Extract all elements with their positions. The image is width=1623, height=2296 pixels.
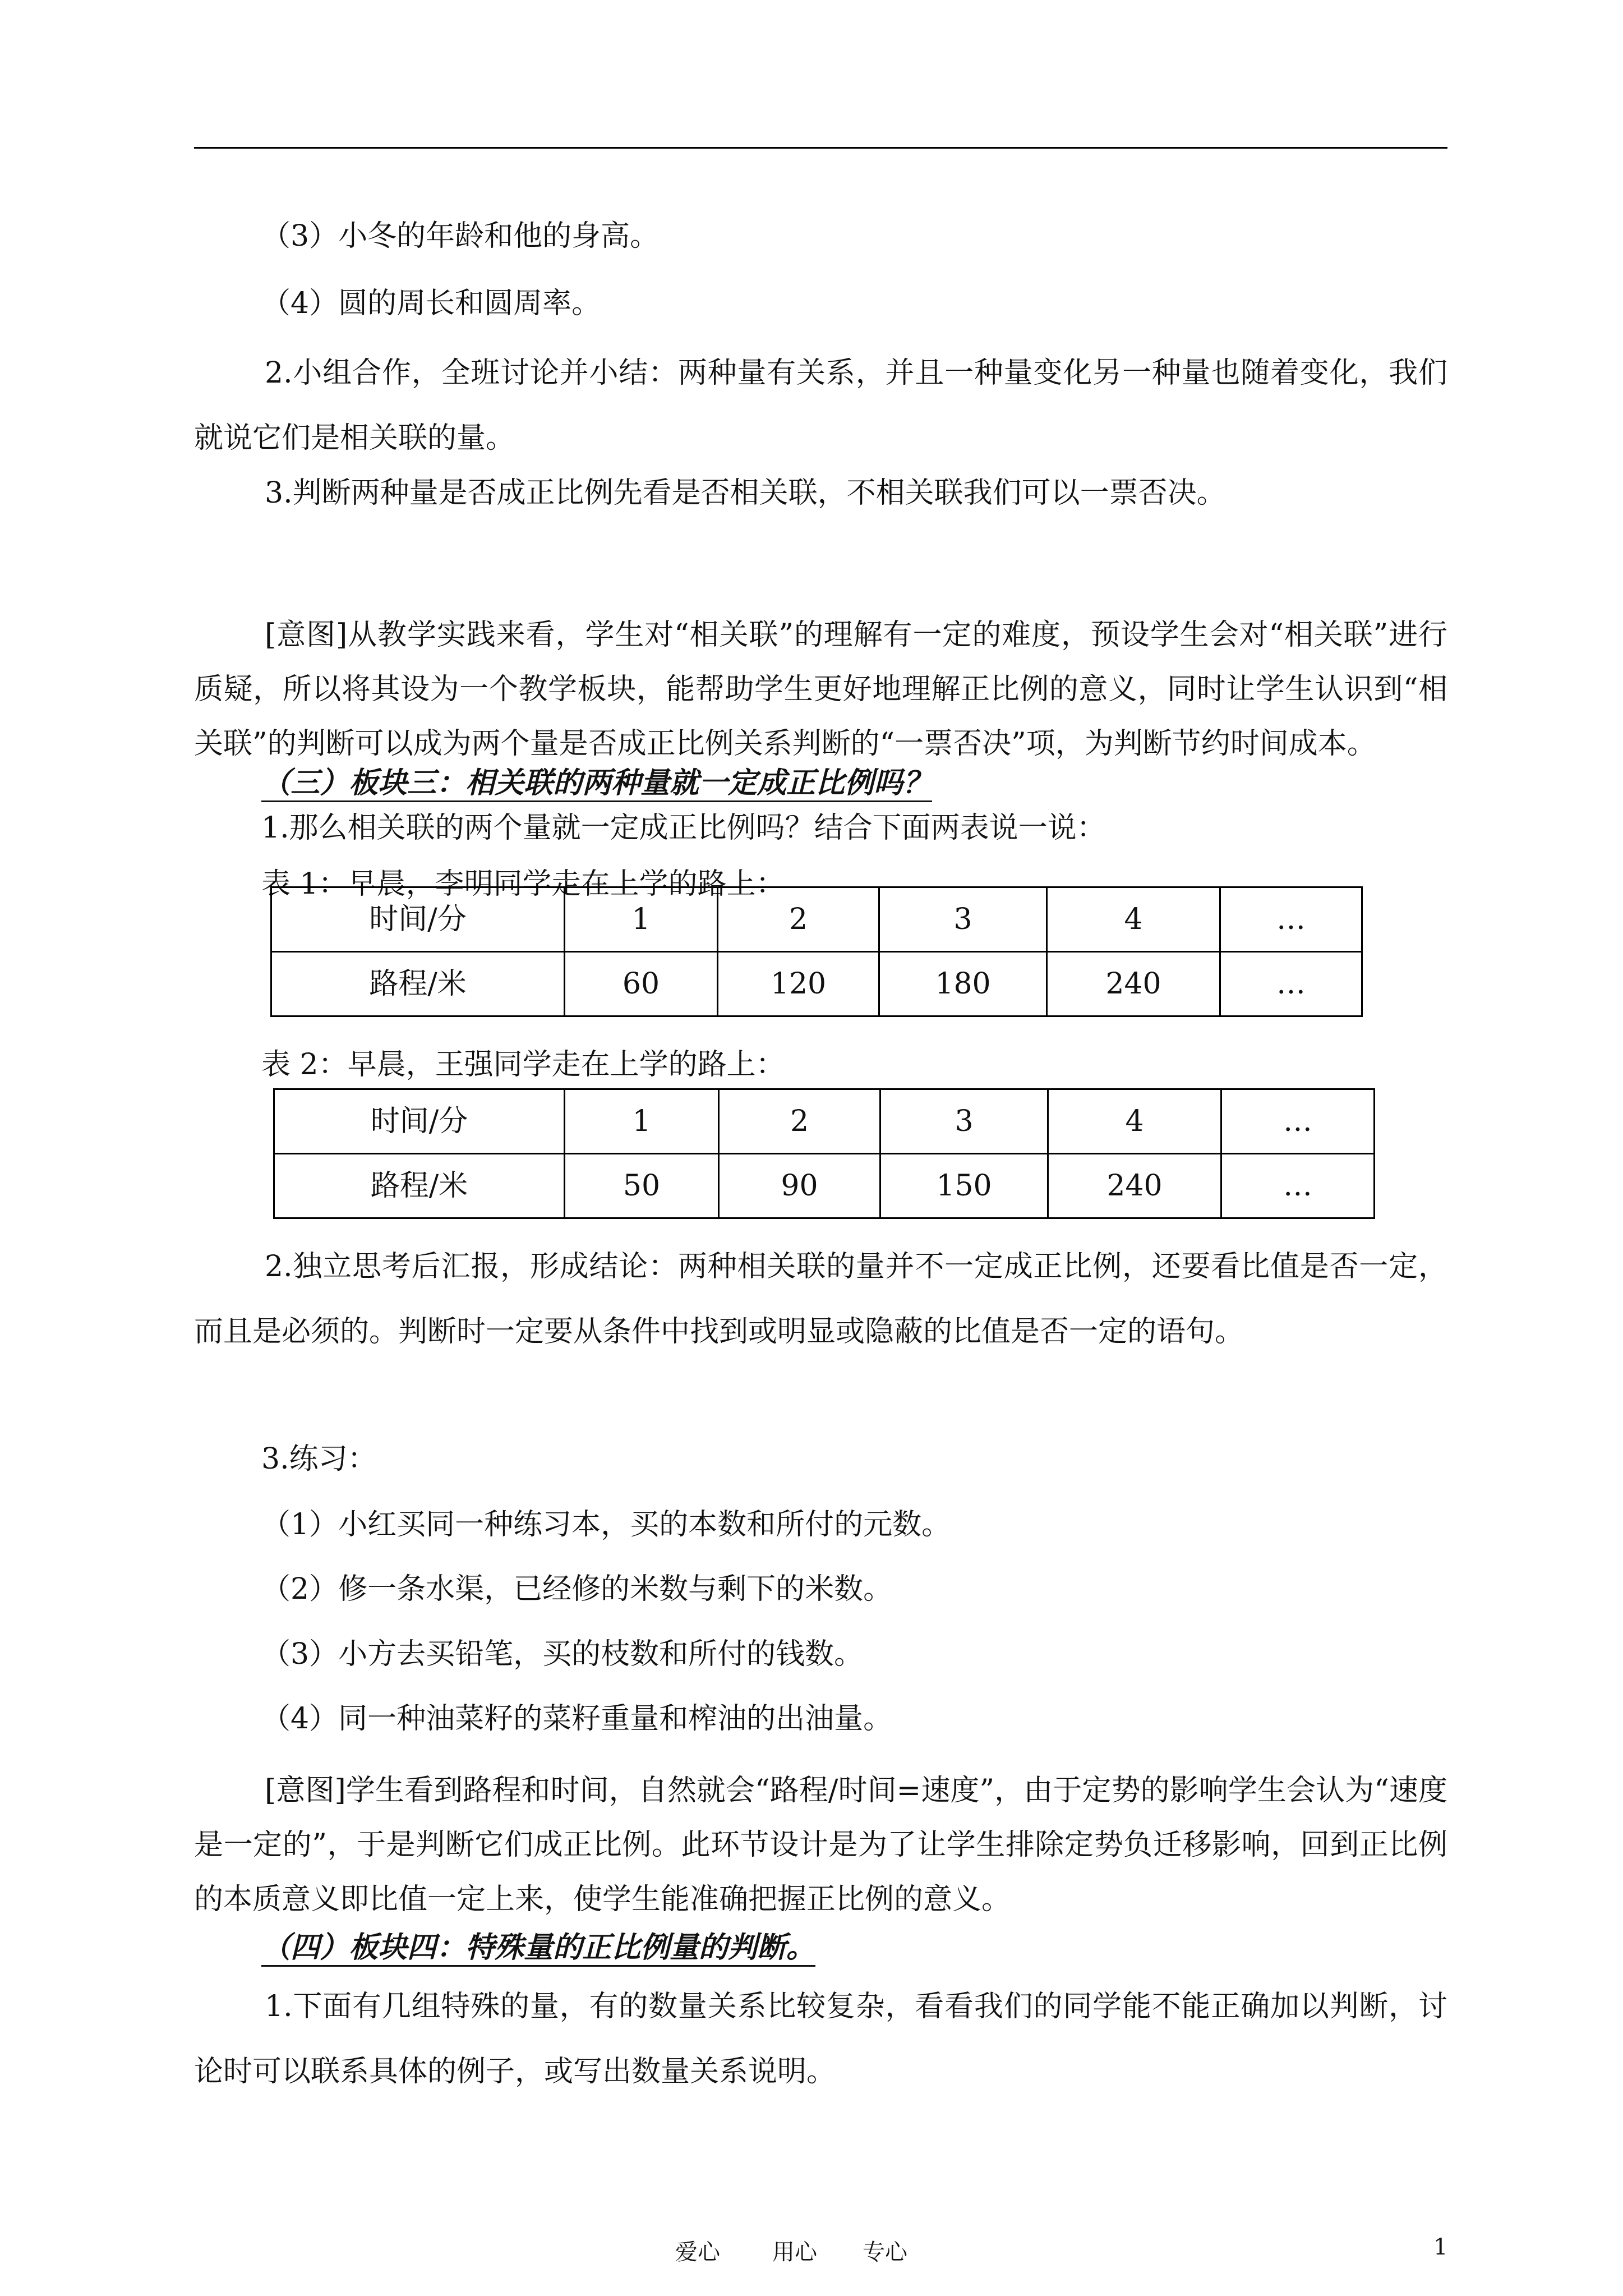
table-cell: 3	[880, 1089, 1048, 1154]
table-cell: 60	[565, 952, 718, 1016]
table-cell: 时间/分	[274, 1089, 565, 1154]
paragraph-veto-rule: 3.判断两种量是否成正比例先看是否相关联，不相关联我们可以一票否决。	[265, 476, 1226, 510]
table-cell: 120	[718, 952, 879, 1016]
paragraph-intent-1: [意图]从教学实践来看，学生对“相关联”的理解有一定的难度，预设学生会对“相关联”进行质疑，所以将其设为一个教学板块，能帮助学生更好地理解正比例的意义，同时让学生认识到“相关联”的判断可以成为两个量是否成正比例关系判断的“一票否决”项，为判断节约时间成本。	[194, 618, 1447, 761]
table-cell: 180	[879, 952, 1047, 1016]
table-cell: 时间/分	[271, 887, 565, 952]
table-1	[270, 886, 1363, 1017]
question-line: 1.那么相关联的两个量就一定成正比例吗？结合下面两表说一说：	[261, 811, 1106, 845]
table-cell: 2	[718, 887, 879, 952]
item-4-line: （4）圆的周长和圆周率。	[261, 287, 601, 320]
table-row	[271, 952, 1362, 1016]
footer-slogan-3: 专心	[863, 2239, 907, 2265]
table-cell: 路程/米	[271, 952, 565, 1016]
table-cell: 3	[879, 887, 1047, 952]
section-heading-4: （四）板块四：特殊量的正比例量的判断。	[261, 1930, 816, 1964]
exercise-item-4: （4）同一种油菜籽的菜籽重量和榨油的出油量。	[261, 1702, 893, 1736]
exercise-item-1: （1）小红买同一种练习本，买的本数和所付的元数。	[261, 1508, 951, 1542]
table-cell: …	[1220, 952, 1362, 1016]
table-cell: 1	[565, 887, 718, 952]
header-rule	[194, 147, 1447, 149]
table-cell: 240	[1047, 952, 1220, 1016]
table-cell: 150	[880, 1154, 1048, 1218]
paragraph-special-quantities: 1.下面有几组特殊的量，有的数量关系比较复杂，看看我们的同学能不能正确加以判断，讨论时可以联系具体的例子，或写出数量关系说明。	[194, 1990, 1447, 2088]
table-row	[271, 887, 1362, 952]
table-cell: 240	[1048, 1154, 1221, 1218]
table-cell: 1	[565, 1089, 719, 1154]
exercise-item-2: （2）修一条水渠，已经修的米数与剩下的米数。	[261, 1572, 893, 1606]
section-heading-3: （三）板块三：相关联的两种量就一定成正比例吗？	[261, 766, 933, 800]
table-cell: 90	[719, 1154, 880, 1218]
footer-slogan-1: 爱心	[675, 2239, 720, 2265]
table-cell: 4	[1047, 887, 1220, 952]
exercise-heading: 3.练习：	[261, 1442, 377, 1476]
table-row	[274, 1154, 1375, 1218]
page-number: 1	[1433, 2234, 1448, 2260]
exercise-item-3: （3）小方去买铅笔，买的枝数和所付的钱数。	[261, 1637, 864, 1671]
table-cell: 2	[719, 1089, 880, 1154]
table-2-caption: 表 2：早晨，王强同学走在上学的路上：	[261, 1048, 785, 1082]
paragraph-conclusion: 2.独立思考后汇报，形成结论：两种相关联的量并不一定成正比例，还要看比值是否一定，而且是必须的。判断时一定要从条件中找到或明显或隐蔽的比值是否一定的语句。	[194, 1250, 1447, 1349]
table-1-caption: 表 1：早晨，李明同学走在上学的路上：	[261, 867, 785, 901]
table-row	[274, 1089, 1375, 1154]
item-3-line: （3）小冬的年龄和他的身高。	[261, 219, 660, 253]
paragraph-group-summary: 2.小组合作，全班讨论并小结：两种量有关系，并且一种量变化另一种量也随着变化，我们就说它们是相关联的量。	[194, 356, 1447, 455]
table-cell: 4	[1048, 1089, 1221, 1154]
paragraph-intent-2: [意图]学生看到路程和时间，自然就会“路程/时间=速度”，由于定势的影响学生会认为“速度是一定的”，于是判断它们成正比例。此环节设计是为了让学生排除定势负迁移影响，回到正比例的本质意义即比值一定上来，使学生能准确把握正比例的意义。	[194, 1774, 1447, 1916]
table-cell: …	[1221, 1089, 1375, 1154]
table-2	[273, 1088, 1375, 1219]
table-cell: 路程/米	[274, 1154, 565, 1218]
table-cell: 50	[565, 1154, 719, 1218]
table-cell: …	[1220, 887, 1362, 952]
footer-slogan-2: 用心	[772, 2239, 817, 2265]
table-cell: …	[1221, 1154, 1375, 1218]
